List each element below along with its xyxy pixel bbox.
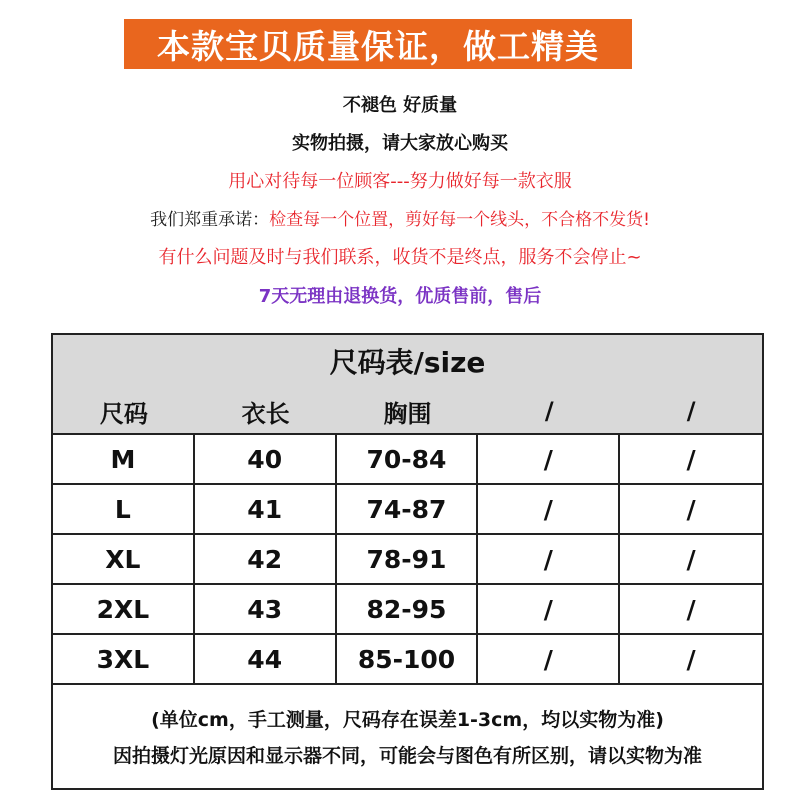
promise-text: 检查每一个位置，剪好每一个线头，不合格不发货! bbox=[269, 210, 650, 230]
cell-size: 3XL bbox=[53, 635, 195, 683]
measurement-note: (单位cm，手工测量，尺码存在误差1-3cm，均以实物为准) bbox=[151, 709, 664, 731]
header-row bbox=[53, 391, 762, 431]
cell-chest: 70-84 bbox=[337, 435, 479, 483]
cell-chest: 78-91 bbox=[337, 535, 479, 583]
tagline-quality: 不褪色 好质量 bbox=[342, 95, 458, 116]
cell-length: 41 bbox=[195, 485, 337, 533]
cell-blank: / bbox=[686, 544, 696, 574]
promise-prefix: 我们郑重承诺： bbox=[150, 210, 270, 230]
cell-length: 43 bbox=[195, 585, 337, 633]
cell-blank: / bbox=[686, 444, 696, 474]
size-table-header bbox=[53, 335, 762, 435]
tagline-promise bbox=[0, 205, 800, 230]
cell-blank: / bbox=[686, 594, 696, 624]
header-blank-1: / bbox=[544, 397, 554, 425]
cell-blank: / bbox=[478, 585, 620, 633]
cell-blank: / bbox=[478, 435, 620, 483]
header-blank-2: / bbox=[686, 397, 696, 425]
cell-chest: 85-100 bbox=[337, 635, 479, 683]
cell-size: XL bbox=[53, 535, 195, 583]
header-length: 衣长 bbox=[241, 399, 290, 428]
header-size: 尺码 bbox=[99, 399, 148, 428]
cell-size: 2XL bbox=[53, 585, 195, 633]
cell-blank: / bbox=[686, 494, 696, 524]
cell-blank: / bbox=[478, 485, 620, 533]
cell-chest: 82-95 bbox=[337, 585, 479, 633]
promo-banner: 本款宝贝质量保证，做工精美 bbox=[124, 19, 632, 69]
tagline-service: 用心对待每一位顾客---努力做好每一款衣服 bbox=[228, 171, 572, 192]
size-table bbox=[51, 333, 764, 790]
cell-size: M bbox=[53, 435, 195, 483]
cell-blank: / bbox=[686, 644, 696, 674]
header-chest: 胸围 bbox=[383, 399, 432, 428]
cell-length: 40 bbox=[195, 435, 337, 483]
table-row bbox=[53, 485, 762, 535]
cell-blank: / bbox=[478, 635, 620, 683]
tagline-real-photo: 实物拍摄，请大家放心购买 bbox=[292, 133, 508, 154]
cell-blank: / bbox=[478, 535, 620, 583]
cell-chest: 74-87 bbox=[337, 485, 479, 533]
tagline-contact: 有什么问题及时与我们联系，收货不是终点，服务不会停止~ bbox=[158, 247, 642, 268]
cell-size: L bbox=[53, 485, 195, 533]
cell-length: 44 bbox=[195, 635, 337, 683]
size-table-title: 尺码表/size bbox=[329, 346, 486, 379]
cell-length: 42 bbox=[195, 535, 337, 583]
table-row bbox=[53, 635, 762, 685]
color-disclaimer: 因拍摄灯光原因和显示器不同，可能会与图色有所区别，请以实物为准 bbox=[112, 745, 702, 767]
table-row bbox=[53, 585, 762, 635]
table-row bbox=[53, 435, 762, 485]
tagline-return-policy: 7天无理由退换货，优质售前，售后 bbox=[258, 286, 542, 307]
table-row bbox=[53, 535, 762, 585]
